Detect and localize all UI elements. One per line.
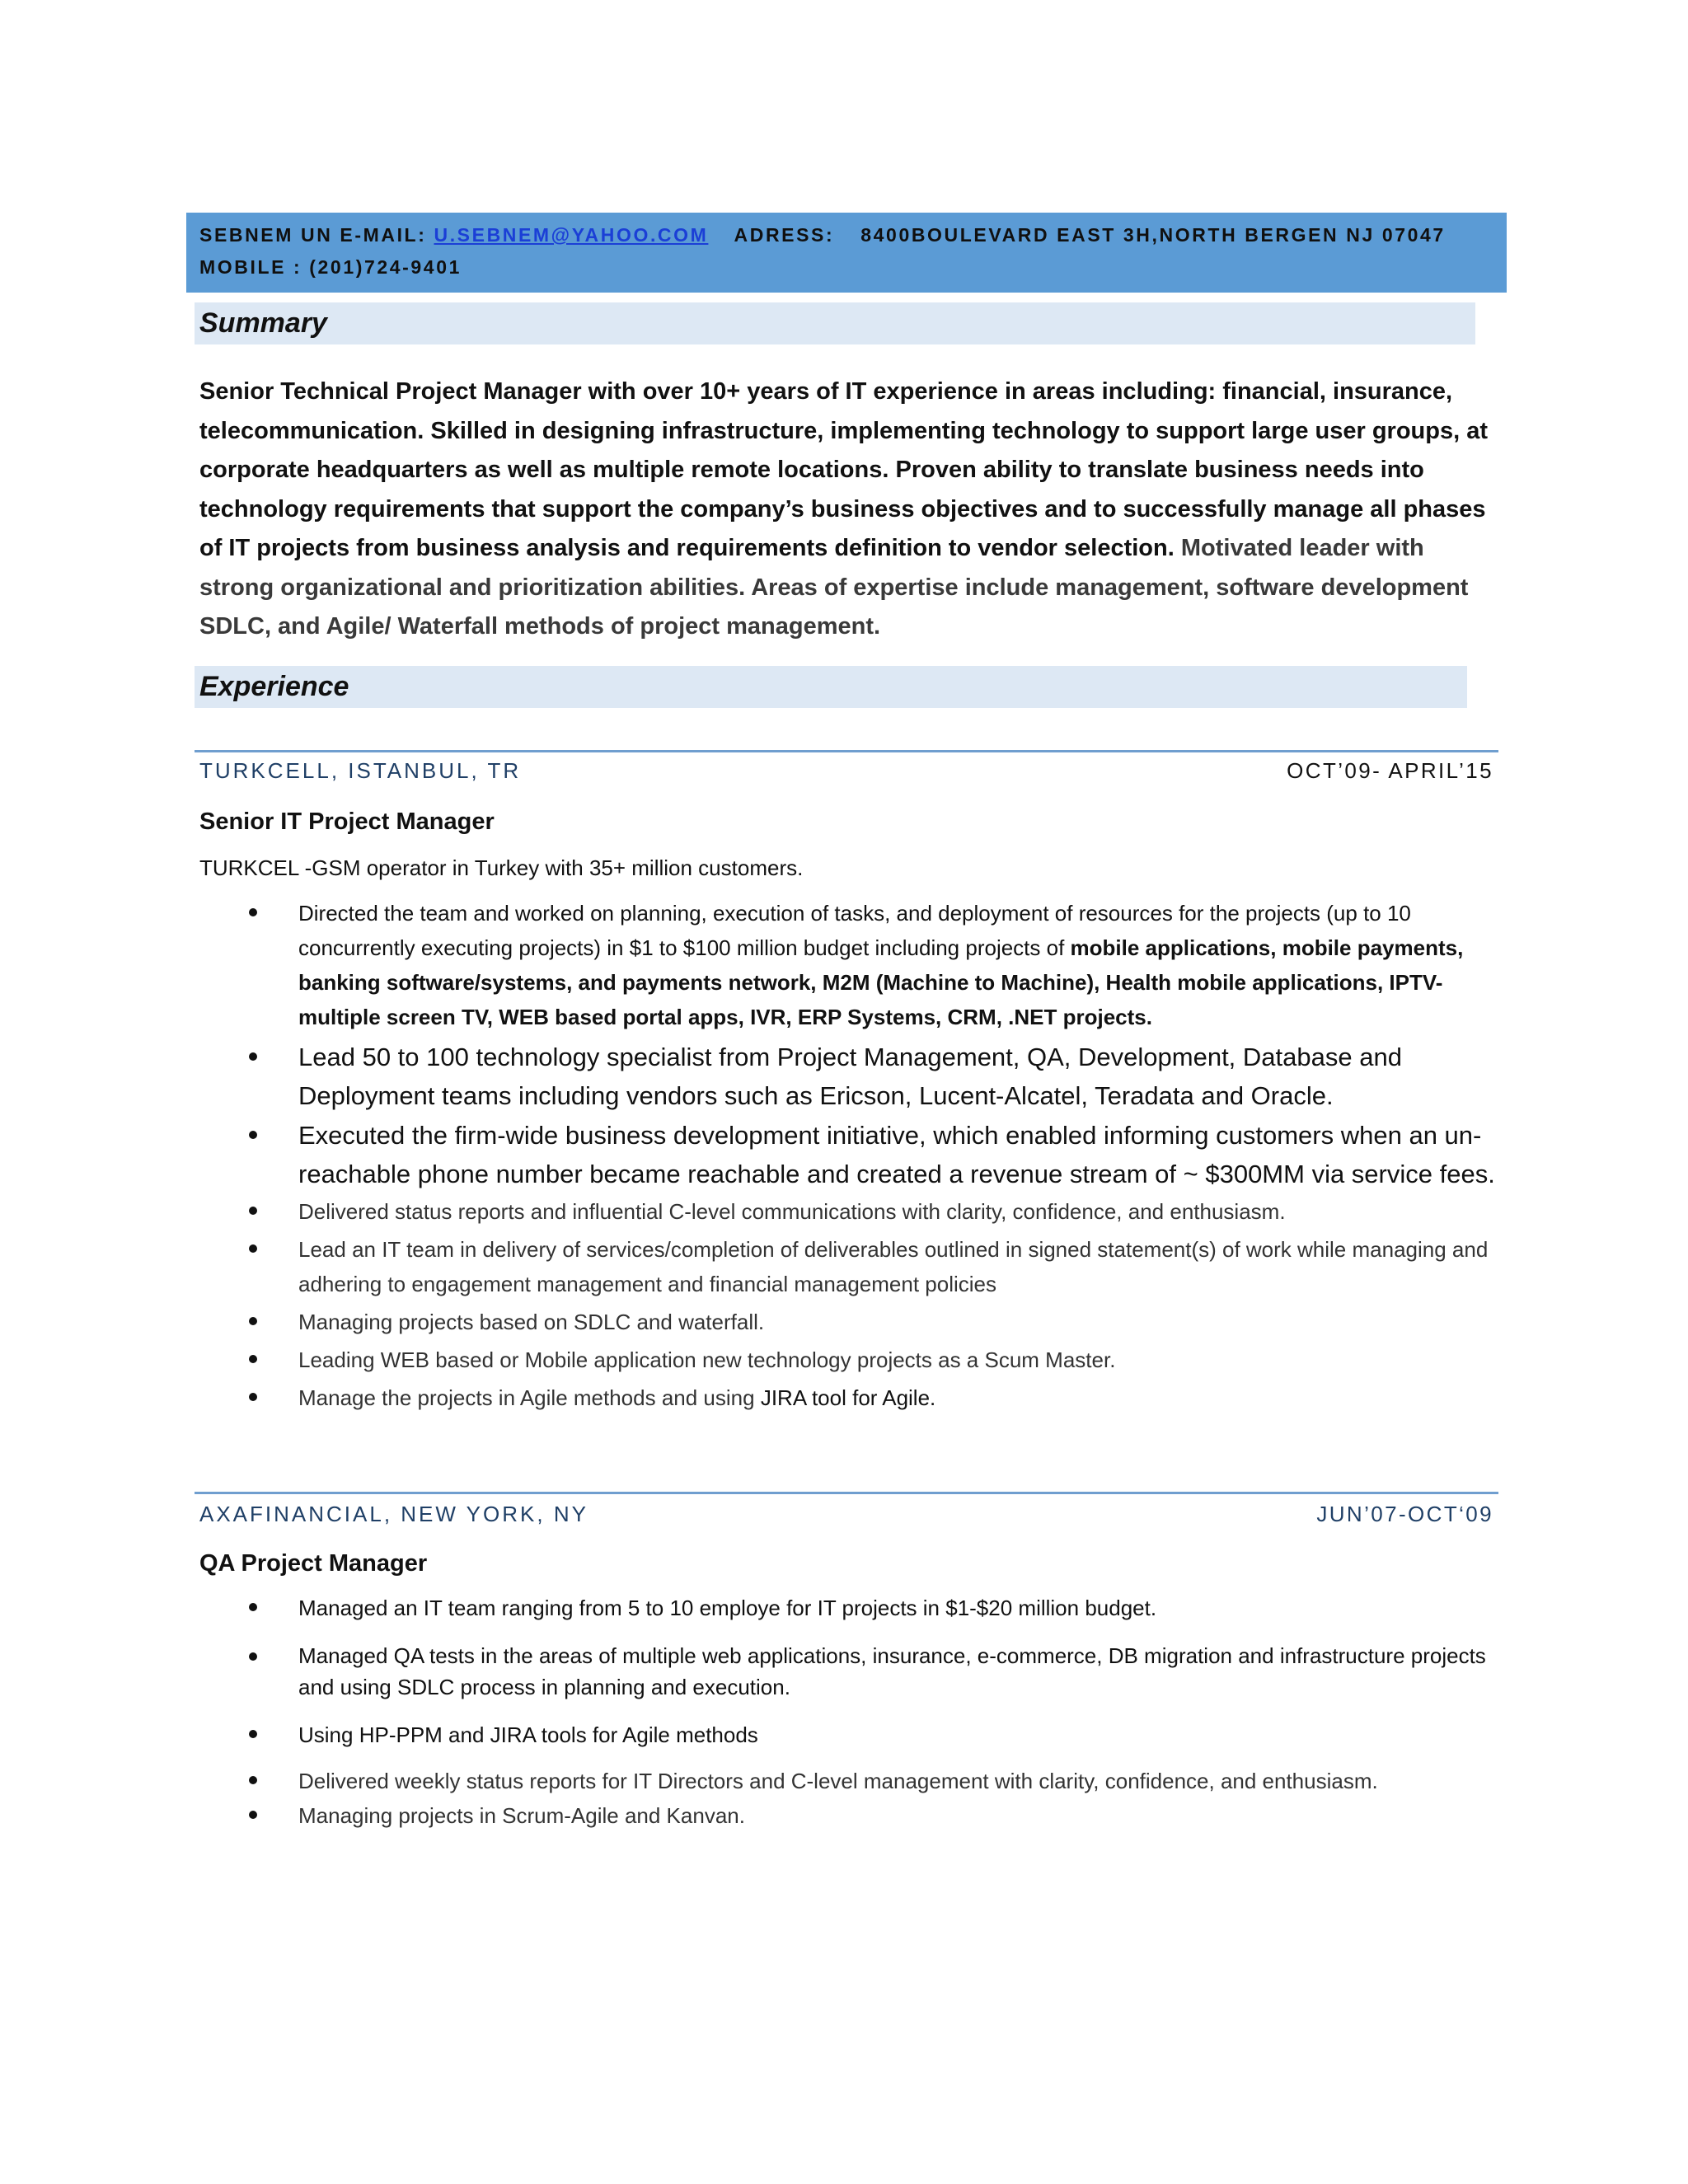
list-item: Managed an IT team ranging from 5 to 10 employe for IT projects in $1-$20 million budget.: [199, 1591, 1502, 1625]
address-label: ADRESS:: [734, 224, 835, 246]
list-item: Delivered status reports and influential C-level communications with clarity, confidence, and enthusiasm.: [199, 1194, 1502, 1229]
list-item: Manage the projects in Agile methods and using JIRA tool for Agile.: [199, 1380, 1502, 1415]
job-header: [199, 758, 1493, 784]
summary-heading: Summary: [195, 302, 1475, 344]
job-dates: OCT’09- APRIL’15: [1287, 758, 1493, 783]
summary-text: [199, 373, 1493, 647]
contact-header: [186, 213, 1507, 293]
job-role: Senior IT Project Manager: [199, 808, 495, 835]
job-bullets: [199, 1591, 1502, 1833]
summary-muted: Motivated leader with strong organizational and prioritization abilities. Areas of expertise include management, software development SDLC, and Agile/ Waterfall methods of project management.: [199, 535, 1469, 640]
list-item: Directed the team and worked on planning, execution of tasks, and deployment of resources for the projects (up to 10 concurrently executing projects) in $1 to $100 million budget including projects of mobile applications, mobile payments, banking software/systems, and payments network, M2M (Machine to Machine), Health mobile applications, IPTV-multiple screen TV, WEB based portal apps, IVR, ERP Systems, CRM, .NET projects.: [199, 896, 1502, 1034]
job-divider: [195, 1492, 1498, 1494]
list-item: Managed QA tests in the areas of multiple web applications, insurance, e-commerce, DB migration and infrastructure projects and using SDLC process in planning and execution.: [199, 1640, 1502, 1703]
name-label: SEBNEM UN E-MAIL:: [199, 224, 427, 246]
contact-line-1: [199, 219, 1493, 251]
experience-heading: Experience: [195, 666, 1467, 708]
list-item: Lead 50 to 100 technology specialist from Project Management, QA, Development, Database and Deployment teams including vendors such as Ericson, Lucent-Alcatel, Teradata and Oracle.: [199, 1038, 1502, 1115]
job-header: [199, 1502, 1493, 1527]
list-item: Delivered weekly status reports for IT Directors and C-level management with clarity, confidence, and enthusiasm.: [199, 1764, 1502, 1798]
job-dates: JUN’07-OCT‘09: [1316, 1502, 1493, 1526]
company-name: AXAFINANCIAL, NEW YORK, NY: [199, 1502, 588, 1526]
company-name: TURKCELL, ISTANBUL, TR: [199, 758, 522, 783]
job-bullets: [199, 896, 1502, 1415]
list-item: Executed the firm-wide business development initiative, which enabled informing customers when an un-reachable phone number became reachable and created a revenue stream of ~ $300MM via service fees.: [199, 1116, 1502, 1193]
list-item: Using HP-PPM and JIRA tools for Agile methods: [199, 1718, 1502, 1752]
summary-main: Senior Technical Project Manager with over 10+ years of IT experience in areas including: financial, insurance, telecommunication. Skilled in designing infrastructure, implementing technology to support large user groups, at corporate headquarters as well as multiple remote locations. Proven ability to translate business needs into technology requirements that support the company’s business objectives and to successfully manage all phases of IT projects from business analysis and requirements definition to vendor selection.: [199, 378, 1488, 561]
email-link[interactable]: U.SEBNEM@YAHOO.COM: [434, 224, 709, 246]
job-role: QA Project Manager: [199, 1550, 428, 1577]
list-item: Managing projects in Scrum-Agile and Kanvan.: [199, 1798, 1502, 1833]
mobile-line: MOBILE : (201)724-9401: [199, 256, 462, 278]
list-item: Leading WEB based or Mobile application new technology projects as a Scum Master.: [199, 1343, 1502, 1377]
job-divider: [195, 750, 1498, 752]
list-item: Lead an IT team in delivery of services/completion of deliverables outlined in signed statement(s) of work while managing and adhering to engagement management and financial management policies: [199, 1232, 1502, 1301]
company-description: TURKCEL -GSM operator in Turkey with 35+ million customers.: [199, 855, 804, 880]
address-value: 8400BOULEVARD EAST 3H,NORTH BERGEN NJ 07047: [860, 224, 1446, 246]
list-item: Managing projects based on SDLC and waterfall.: [199, 1305, 1502, 1339]
